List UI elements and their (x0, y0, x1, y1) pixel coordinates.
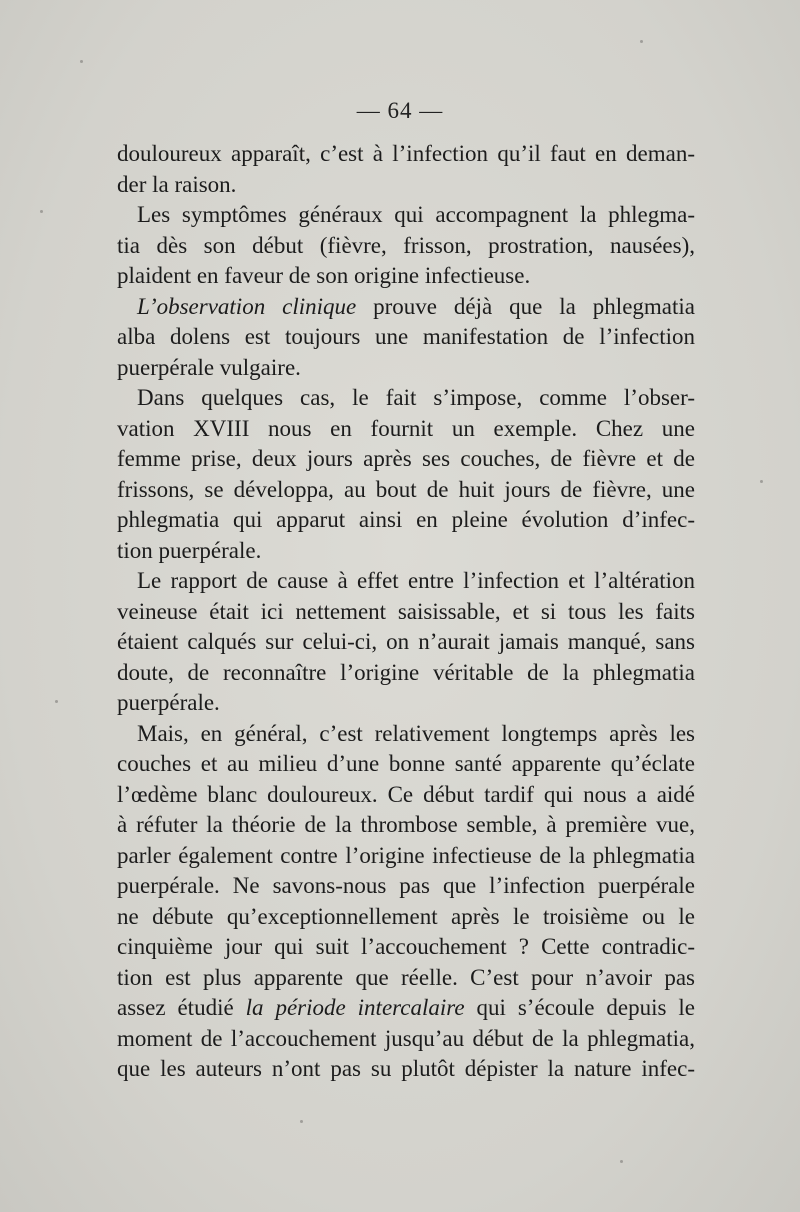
text-line (117, 993, 695, 1024)
text-span: qui s’écoule depuis le (464, 995, 695, 1020)
paper-speck (40, 210, 43, 213)
text-line: veineuse était ici nettement saisissable, et si tous les faits (117, 598, 695, 624)
text-line: doute, de reconnaître l’origine véritable de la phlegmatia (117, 659, 695, 685)
text-line: à réfuter la théorie de la thrombose semble, à première vue, (117, 812, 695, 837)
text-line: couches et au milieu d’une bonne santé apparente qu’éclate (117, 751, 695, 776)
text-line (117, 292, 695, 323)
page-number: — 64 — (356, 98, 444, 123)
text-line: puerpérale. (117, 690, 220, 715)
text-line: Les symptômes généraux qui accompagnent la phlegma- (137, 202, 695, 227)
text-line: der la raison. (117, 171, 237, 197)
text-line: phlegmatia qui apparut ainsi en pleine évolution d’infec- (117, 507, 695, 532)
text-line: frissons, se développa, au bout de huit jours de fièvre, une (117, 476, 695, 502)
text-line: tion puerpérale. (117, 537, 262, 563)
text-line: ne débute qu’exceptionnellement après le troisième ou le (117, 903, 695, 929)
text-line: puerpérale. Ne savons-nous pas que l’infection puerpérale (117, 873, 695, 898)
text-line: tion est plus apparente que réelle. C’est pour n’avoir pas (117, 964, 695, 990)
text-line: vation XVIII nous en fournit un exemple. Chez une (117, 415, 695, 441)
paper-speck (300, 1120, 303, 1123)
text-line: femme prise, deux jours après ses couches, de fièvre et de (117, 446, 695, 471)
text-line: puerpérale vulgaire. (117, 354, 301, 380)
text-line: Le rapport de cause à effet entre l’infection et l’altération (137, 568, 695, 593)
body-text (117, 139, 695, 1085)
paper-speck (55, 700, 58, 703)
paper-speck (80, 60, 83, 63)
text-line: étaient calqués sur celui-ci, on n’aurait jamais manqué, sans (117, 629, 695, 654)
text-line: que les auteurs n’ont pas su plutôt dépister la nature infec- (117, 1056, 695, 1081)
text-line: cinquième jour qui suit l’accouchement ? Cette contradic- (117, 934, 695, 959)
italic-phrase: L’observation clinique (137, 293, 357, 319)
text-span: assez étudié (117, 995, 246, 1020)
paper-speck (760, 480, 763, 483)
text-line: douloureux apparaît, c’est à l’infection qu’il faut en deman- (117, 141, 695, 166)
text-line: Mais, en général, c’est relativement longtemps après les (137, 720, 695, 746)
paper-speck (640, 40, 643, 43)
text-line: moment de l’accouchement jusqu’au début de la phlegmatia, (117, 1025, 695, 1051)
text-line: l’œdème blanc douloureux. Ce début tardif qui nous a aidé (117, 781, 695, 807)
text-line: plaident en faveur de son origine infectieuse. (117, 263, 531, 288)
text-line: parler également contre l’origine infectieuse de la phlegmatia (117, 842, 695, 868)
italic-phrase: la période intercalaire (245, 995, 465, 1020)
text-line: Dans quelques cas, le fait s’impose, comme l’obser- (137, 385, 695, 410)
text-line: alba dolens est toujours une manifestation de l’infection (117, 324, 695, 349)
paper-speck (620, 1160, 623, 1163)
text-line: tia dès son début (fièvre, frisson, prostration, nausées), (117, 232, 695, 258)
text-span: prouve déjà que la phlegmatia (356, 293, 695, 319)
